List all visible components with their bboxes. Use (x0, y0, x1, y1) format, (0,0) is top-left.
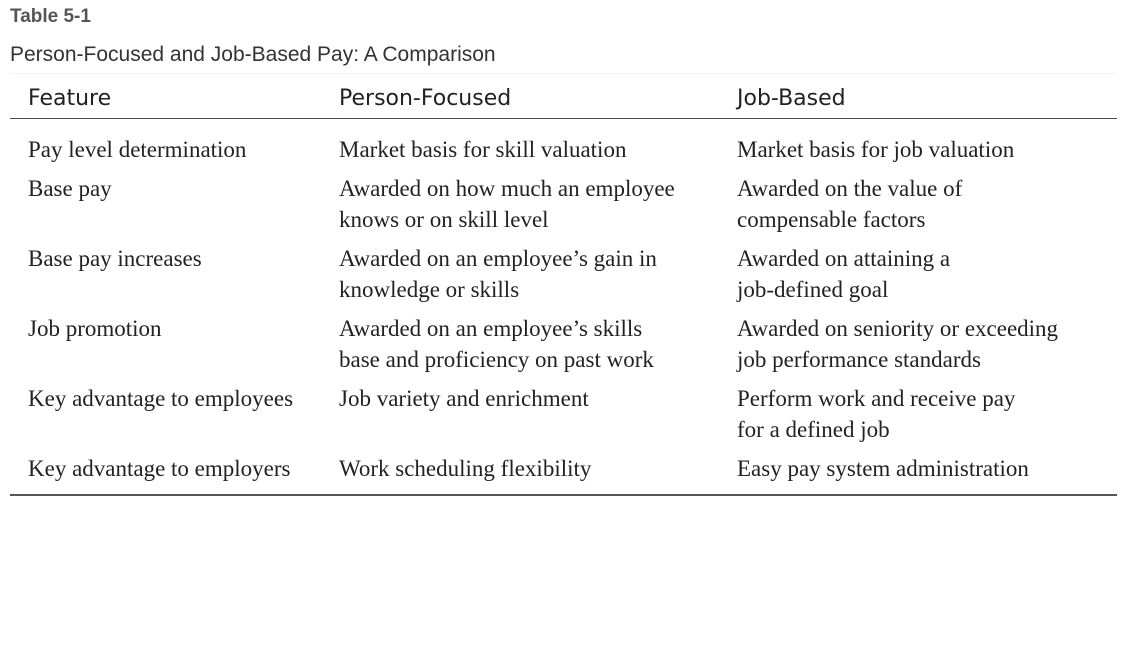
table-body (10, 119, 1117, 496)
cell-text-line: Pay level determination (28, 137, 247, 162)
cell-text-line: Key advantage to employees (28, 386, 294, 411)
cell-text-line: knowledge or skills (339, 277, 520, 302)
cell-text-line: knows or on skill level (339, 207, 549, 232)
cell-text-line: job-defined goal (737, 277, 889, 302)
cell-feature (10, 313, 339, 383)
cell-text-line: job performance standards (737, 347, 981, 372)
cell-text-line: Work scheduling flexibility (339, 456, 592, 481)
cell-person-focused (339, 453, 737, 495)
cell-person-focused (339, 383, 737, 453)
table-row (10, 243, 1117, 313)
cell-text-line: Awarded on how much an employee (339, 176, 675, 201)
cell-text-line: Perform work and receive pay (737, 386, 1016, 411)
cell-job-based (737, 383, 1117, 453)
cell-text-line: Easy pay system administration (737, 456, 1029, 481)
cell-feature (10, 453, 339, 495)
cell-text-line: Awarded on the value of (737, 176, 963, 201)
comparison-table (10, 78, 1117, 496)
cell-feature (10, 243, 339, 313)
cell-text-line: Awarded on an employee’s gain in (339, 246, 657, 271)
cell-feature (10, 383, 339, 453)
cell-text-line: Market basis for job valuation (737, 137, 1015, 162)
cell-text-line: Market basis for skill valuation (339, 137, 627, 162)
cell-feature (10, 173, 339, 243)
cell-text-line: Awarded on seniority or exceeding (737, 316, 1059, 341)
cell-job-based (737, 453, 1117, 495)
cell-job-based (737, 313, 1117, 383)
table-number: Table 5-1 (10, 6, 91, 27)
caption-divider (10, 73, 1117, 74)
cell-text-line: Awarded on an employee’s skills (339, 316, 643, 341)
table-row (10, 453, 1117, 495)
column-header-feature: Feature (10, 78, 339, 119)
cell-text-line: Base pay increases (28, 246, 202, 271)
cell-job-based (737, 119, 1117, 174)
cell-text-line: for a defined job (737, 417, 890, 442)
cell-text-line: Base pay (28, 176, 112, 201)
cell-text-line: compensable factors (737, 207, 926, 232)
column-header-person-focused: Person-Focused (339, 78, 737, 119)
cell-text-line: Job promotion (28, 316, 162, 341)
cell-feature (10, 119, 339, 174)
cell-text-line: base and proficiency on past work (339, 347, 654, 372)
cell-text-line: Key advantage to employers (28, 456, 291, 481)
table-row (10, 313, 1117, 383)
table-row (10, 119, 1117, 174)
table-row (10, 173, 1117, 243)
cell-job-based (737, 243, 1117, 313)
cell-person-focused (339, 119, 737, 174)
cell-person-focused (339, 313, 737, 383)
cell-job-based (737, 173, 1117, 243)
cell-person-focused (339, 243, 737, 313)
table-caption: Person-Focused and Job-Based Pay: A Comparison (10, 43, 496, 66)
cell-text-line: Job variety and enrichment (339, 386, 589, 411)
table-row (10, 383, 1117, 453)
column-header-job-based: Job-Based (737, 78, 1117, 119)
cell-text-line: Awarded on attaining a (737, 246, 951, 271)
header-row (10, 78, 1117, 119)
cell-person-focused (339, 173, 737, 243)
